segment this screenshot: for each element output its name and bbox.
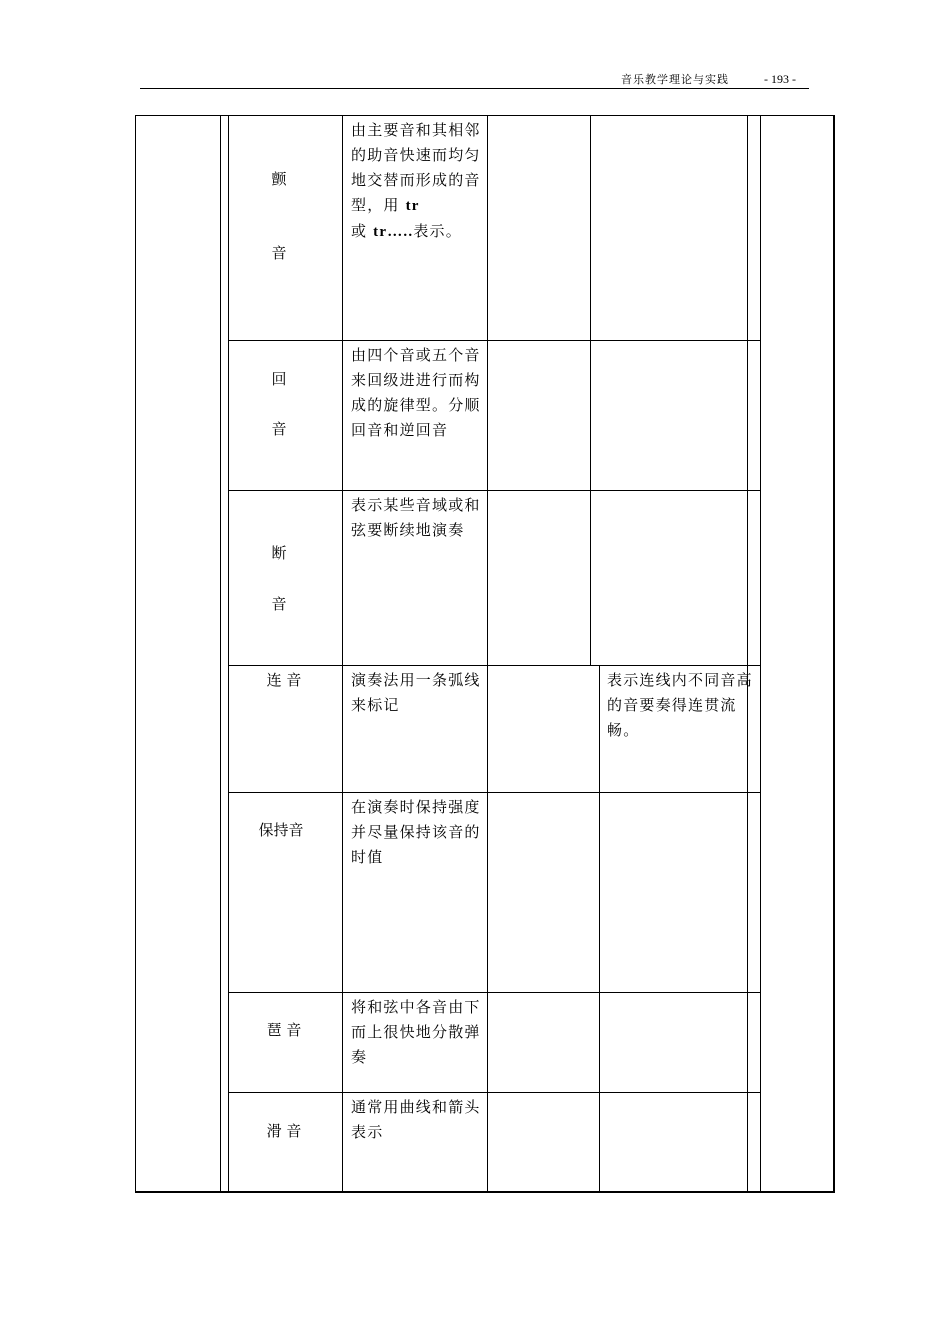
- term-staccato-bottom: 音: [271, 595, 287, 613]
- desc-trill-tr-ext: tr…..: [373, 224, 414, 240]
- desc-trill-tr: tr: [405, 198, 420, 214]
- table-hline: [228, 490, 760, 491]
- table-vline: [760, 115, 761, 1193]
- table-hline: [228, 992, 760, 993]
- table-hline: [228, 665, 760, 666]
- term-legato: 连 音: [266, 671, 302, 689]
- desc-trill: [351, 118, 485, 245]
- table-hline: [228, 1192, 760, 1193]
- desc-staccato: 表示某些音域或和弦要断续地演奏: [351, 496, 481, 539]
- page-number: - 193 -: [764, 72, 796, 86]
- term-tenuto: 保持音: [258, 821, 304, 839]
- table-hline: [228, 340, 760, 341]
- table-vline: [487, 115, 488, 1193]
- header-rule: [140, 88, 809, 89]
- term-trill-top: 颤: [271, 170, 287, 188]
- term-trill-bottom: 音: [271, 244, 287, 262]
- table-vline: [228, 115, 229, 1193]
- desc-glissando: 通常用曲线和箭头表示: [351, 1098, 481, 1141]
- desc-legato: 演奏法用一条弧线来标记: [351, 671, 481, 714]
- term-arpeggio: 琶 音: [266, 1021, 302, 1039]
- table-vline: [747, 115, 748, 1193]
- term-glissando: 滑 音: [266, 1122, 302, 1140]
- term-turn-top: 回: [271, 370, 287, 388]
- desc-trill-end: 表示。: [413, 222, 462, 240]
- table-hline: [228, 792, 760, 793]
- note-legato: 表示连线内不同音高的音要奏得连贯流畅。: [607, 671, 753, 739]
- term-staccato-top: 断: [271, 544, 287, 562]
- desc-tenuto: 在演奏时保持强度并尽量保持该音的时值: [351, 798, 481, 866]
- running-header-title: 音乐教学理论与实践: [621, 73, 729, 86]
- desc-arpeggio: 将和弦中各音由下而上很快地分散弹奏: [351, 998, 481, 1066]
- table-vline: [220, 115, 221, 1193]
- desc-trill-or: 或: [351, 222, 374, 240]
- desc-turn: 由四个音或五个音来回级进进行而构成的旋律型。分顺回音和逆回音: [351, 346, 481, 439]
- table-vline: [599, 665, 600, 1193]
- table-vline: [342, 115, 343, 1193]
- table-hline: [228, 115, 760, 116]
- term-turn-bottom: 音: [271, 420, 287, 438]
- table-hline: [228, 1092, 760, 1093]
- table-vline: [590, 115, 591, 665]
- desc-trill-text: 由主要音和其相邻的助音快速而均匀地交替而形成的音型，用: [351, 121, 481, 214]
